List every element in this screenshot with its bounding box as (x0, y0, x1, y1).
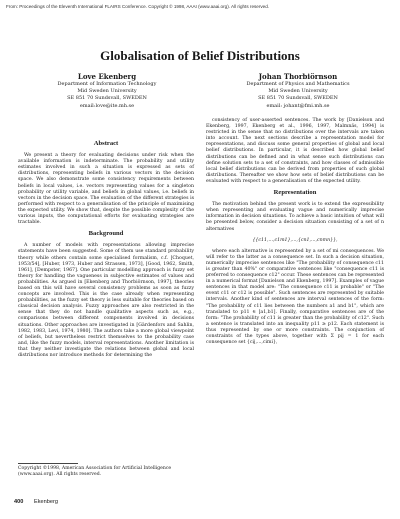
background-text: A number of models with representations allowing imprecise statements have been suggested. Some of them use standard probability theory while others contain some specialised formalism, c.f. [Choquet, 1953/54], [Huber, 1973, Huber and Strassen, 1973], [Good, 1962, Smith, 1961], [Dempster, 1967]. One particular modelling approach is fuzzy set theory for handling the vagueness in subjective estimates of values and probabilities. As argued in [Ekenberg and Thorbiörnson, 1997], theories based on this will have several consistency problems as soon as fuzzy concepts are involved. This is the case already when representing probabilities, as the fuzzy set theory is less suitable for theories based on classical decision analysis. Fuzzy approaches are also restricted in the sense that they do not handle qualitative aspects such as, e.g., comparisons between different components involved in decisions situations. Other approaches are investigated in [Gärdenfors and Sahlin, 1982, 1983, Levi, 1974, 1980]. The authors take a more global viewpoint of beliefs, but nevertheless restrict themselves to the probability case and, like the fuzzy models, interval representations. Another limitation is that they neither investigate the relations between global and local distributions nor introduce methods for determining the (18, 243, 194, 358)
representation-heading: Representation (273, 189, 317, 197)
right-column (206, 118, 384, 351)
author-name: Johan Thorbiörnson (258, 72, 338, 81)
author-affiliation: Department of Information Technology (57, 81, 157, 87)
consequence-set-formula: {{c11,...,c1m1},...,{cn1,...,cnmn}}, (252, 237, 338, 243)
author-affiliation: Mid Sweden University (77, 88, 137, 95)
abstract-heading: Abstract (93, 140, 119, 147)
running-head: Ekenberg (34, 499, 58, 505)
left-column (18, 138, 194, 364)
representation-paragraph-1: The motivation behind the present work is to extend the expressibility when representing and evaluating vague and numerically imprecise information in decision situations. To achieve a basic intuition of what will be presented below, consider a decision situation consisting of a set of n alternatives (206, 202, 384, 232)
paper-title: Globalisation of Belief Distributions (100, 48, 300, 63)
abstract-text: We present a theory for evaluating decisions under risk when the available information is indeterminate. The probability and utility estimates involved in such a situation is expressed as sets of distributions, representing beliefs in various vectors in the decision space. We also demonstrate some consistency requirements between beliefs in local values, i.e. vectors representing values for a singleton probability or utility variable, and beliefs in global values, i.e. beliefs in vectors in the decision space. The evaluation of the different strategies is performed with respect to a generalisation of the principle of maximising the expected utility. We show that, despite the possible complexity of the various inputs, the computational efforts for evaluating strategies are tractable. (18, 153, 194, 226)
author-block-2 (208, 72, 388, 110)
author-block-1 (22, 72, 192, 110)
copyright-notice: Copyright ©1998, American Association for Artificial Intelligence (www.aaai.org). All rights reserved. (18, 466, 172, 477)
author-name: Love Ekenberg (77, 72, 137, 81)
page-number: 400 (14, 499, 24, 505)
author-affiliation: Department of Physics and Mathematics (246, 81, 350, 87)
intro-continuation: consistency of user-asserted sentences. The work by [Danielson and Ekenberg, 1997, Ekenberg et al., 1996, 1997, Malmnäs, 1994] is restricted in the sense that no distributions over the intervals are taken into account. The next sections describe a representation model for representations, and discuss some general properties of global and local belief distributions. In particular, it is described how global belief distributions can be defined and in what sense such distributions can define solution sets to a set of constraints, and how classes of admissible local belief distributions can be derived from properties of such global distributions. Thereafter we show how sets of belief distributions can be evaluated with respect to a generalisation of the expected utility. (206, 118, 384, 184)
author-address: SE 851 70 Sundsvall, SWEDEN (258, 95, 338, 102)
source-line: From: Proceedings of the Eleventh International FLAIRS Conference. Copyright © 1998, AAAI (www.aaai.org). All rights reserved. (6, 4, 270, 9)
background-heading: Background (88, 230, 124, 238)
representation-paragraph-2: where each alternative is represented by a set of mi consequences. We will refer to the latter as a consequence set. In such a decision situation, numerically imprecise sentences like "The probability of consequence c11 is greater than 40%" or comparative sentences like "consequence c11 is preferred to consequence c12" occur. These sentences can be represented in a numerical format [Danielson and Ekenberg, 1997]. Examples of vague sentences in that model are: "The consequence c11 is probable" or "The event c11 or c12 is possible". Such sentences are represented by suitable intervals. Another kind of sentences are interval sentences of the form: "The probability of c11 lies between the numbers a1 and b1", which are translated to p11 ∈ [a1,b1]. Finally, comparative sentences are of the form: "The probability of c11 is greater than the probability of c12". Such a sentence is translated into an inequality p11 ≥ p12. Each statement is thus represented by one or more constraints. The conjunction of constraints of the types above, together with Σ pij = 1 for each consequence set {cij,...,cimi}, (206, 248, 384, 346)
author-email: email:love@ite.mh.se (79, 102, 135, 109)
author-email: email: johant@fmi.mh.se (266, 102, 330, 109)
author-affiliation: Mid Sweden University (268, 88, 328, 95)
author-address: SE 851 70 Sundsvall, SWEDEN (67, 95, 147, 102)
footnote-rule (18, 463, 78, 464)
